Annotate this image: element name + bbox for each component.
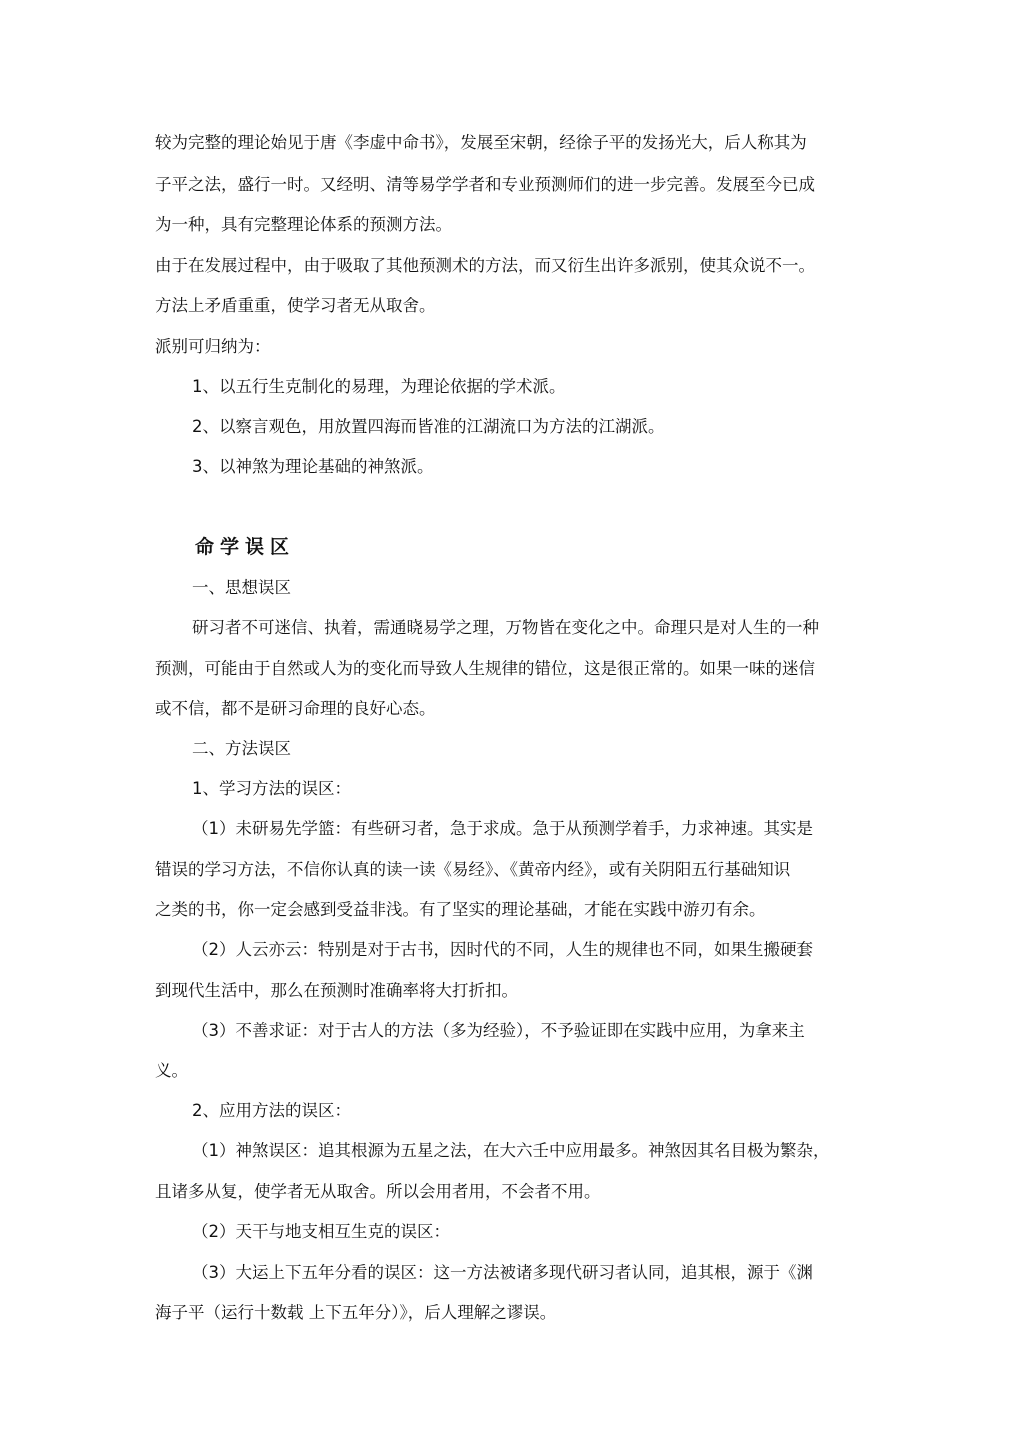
- paragraph-line: 且诸多从复，使学者无从取舍。所以会用者用，不会者不用。: [155, 1182, 601, 1201]
- paragraph-line: （2）人云亦云：特别是对于古书，因时代的不同，人生的规律也不同，如果生搬硬套: [192, 940, 813, 959]
- paragraph-line: （2）天干与地支相互生克的误区：: [192, 1222, 450, 1241]
- paragraph-line: 研习者不可迷信、执着，需通晓易学之理，万物皆在变化之中。命理只是对人生的一种: [192, 618, 819, 637]
- subheading: 2、应用方法的误区：: [192, 1101, 351, 1120]
- list-item: 2、以察言观色，用放置四海而皆准的江湖流口为方法的江湖派。: [192, 417, 665, 436]
- paragraph-line: 子平之法，盛行一时。又经明、清等易学学者和专业预测师们的进一步完善。发展至今已成: [155, 175, 815, 194]
- paragraph-line: 由于在发展过程中，由于吸取了其他预测术的方法，而又衍生出许多派别，使其众说不一。: [155, 256, 815, 275]
- paragraph-line: 为一种，具有完整理论体系的预测方法。: [155, 215, 452, 234]
- list-item: 1、以五行生克制化的易理，为理论依据的学术派。: [192, 377, 566, 396]
- paragraph-line: 错误的学习方法，不信你认真的读一读《易经》、《黄帝内经》，或有关阴阳五行基础知识: [155, 860, 791, 879]
- paragraph-line: 预测，可能由于自然或人为的变化而导致人生规律的错位，这是很正常的。如果一味的迷信: [155, 659, 815, 678]
- paragraph-line: 较为完整的理论始见于唐《李虚中命书》，发展至宋朝，经徐子平的发扬光大，后人称其为: [155, 133, 807, 152]
- paragraph-line: 方法上矛盾重重，使学习者无从取舍。: [155, 296, 436, 315]
- paragraph-line: （1）神煞误区：追其根源为五星之法，在大六壬中应用最多。神煞因其名目极为繁杂，: [192, 1141, 830, 1160]
- paragraph-line: （1）未研易先学篮：有些研习者，急于求成。急于从预测学着手，力求神速。其实是: [192, 819, 813, 838]
- section-heading: 命学误区: [195, 536, 296, 558]
- subheading: 一、思想误区: [192, 578, 291, 597]
- subheading: 1、学习方法的误区：: [192, 779, 351, 798]
- paragraph-line: 到现代生活中，那么在预测时准确率将大打折扣。: [155, 981, 518, 1000]
- paragraph-line: 义。: [155, 1061, 188, 1080]
- paragraph-line: （3）不善求证：对于古人的方法（多为经验），不予验证即在实践中应用，为拿来主: [192, 1021, 805, 1040]
- paragraph-line: 派别可归纳为：: [155, 337, 271, 356]
- paragraph-line: 或不信，都不是研习命理的良好心态。: [155, 699, 436, 718]
- paragraph-line: （3）大运上下五年分看的误区：这一方法被诸多现代研习者认同，追其根，源于《渊: [192, 1263, 813, 1282]
- paragraph-line: 之类的书，你一定会感到受益非浅。有了坚实的理论基础，才能在实践中游刃有余。: [155, 900, 766, 919]
- subheading: 二、方法误区: [192, 739, 291, 758]
- list-item: 3、以神煞为理论基础的神煞派。: [192, 457, 434, 476]
- paragraph-line: 海子平（运行十数载 上下五年分）》，后人理解之谬误。: [155, 1303, 557, 1322]
